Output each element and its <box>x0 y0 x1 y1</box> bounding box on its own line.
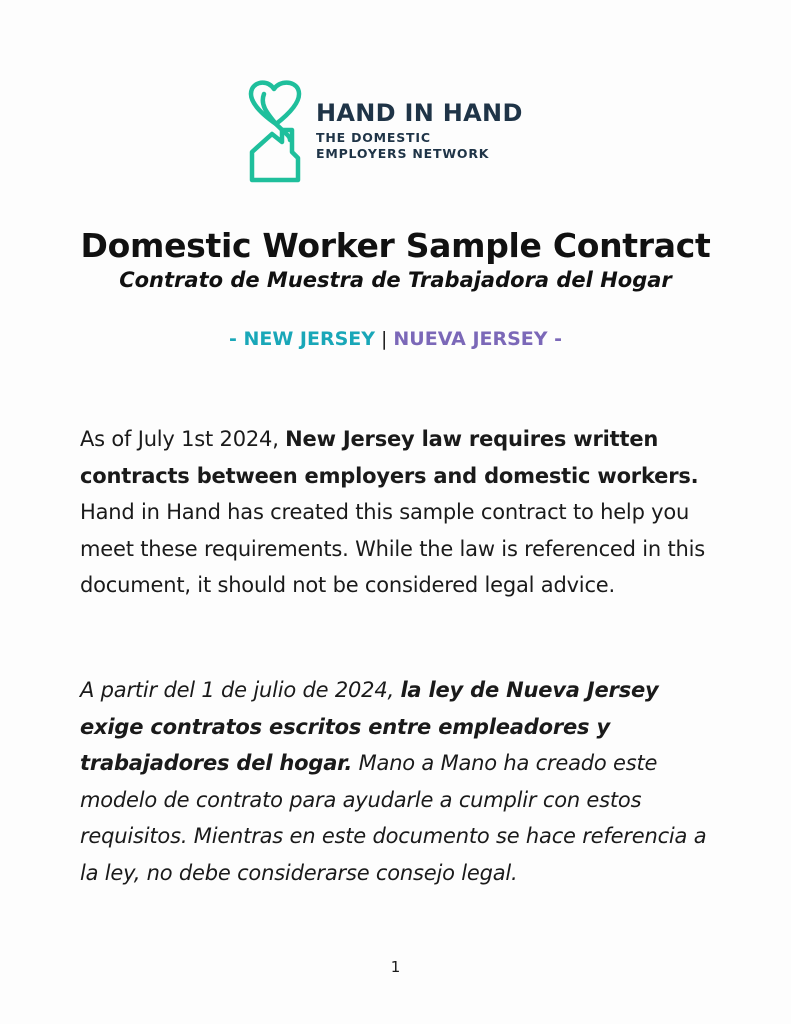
state-english: - NEW JERSEY <box>228 328 375 350</box>
state-label <box>0 328 791 350</box>
intro-paragraph-spanish <box>80 672 720 892</box>
page-number: 1 <box>390 958 401 976</box>
hand-in-hand-logo <box>246 78 536 184</box>
intro-paragraph-english <box>80 421 720 604</box>
intro-en-lead: As of July 1st 2024, <box>80 427 286 451</box>
intro-en-bold: New Jersey law requires written contracts between employers and domestic workers. <box>80 427 699 488</box>
intro-es-lead: A partir del 1 de julio de 2024, <box>80 678 401 702</box>
intro-es-rest: Mano a Mano ha creado este modelo de contrato para ayudarle a cumplir con estos requisitos. Mientras en este documento se hace referencia a la ley, no debe considerarse consejo legal. <box>80 751 707 885</box>
state-separator: | <box>381 328 388 350</box>
logo-name: HAND IN HAND <box>316 99 523 127</box>
intro-es-bold: la ley de Nueva Jersey exige contratos escritos entre empleadores y trabajadores del hogar. <box>80 678 659 776</box>
intro-en-rest: Hand in Hand has created this sample contract to help you meet these requirements. While the law is referenced in this document, it should not be considered legal advice. <box>80 500 705 598</box>
document-subtitle: Contrato de Muestra de Trabajadora del Hogar <box>119 268 672 292</box>
logo-tagline-line1: THE DOMESTIC <box>316 130 431 145</box>
logo-tagline-line2: EMPLOYERS NETWORK <box>316 146 490 161</box>
state-spanish: NUEVA JERSEY - <box>393 328 563 350</box>
heart-house-icon <box>246 78 306 184</box>
document-title: Domestic Worker Sample Contract <box>80 226 711 265</box>
logo-wordmark <box>316 98 523 162</box>
